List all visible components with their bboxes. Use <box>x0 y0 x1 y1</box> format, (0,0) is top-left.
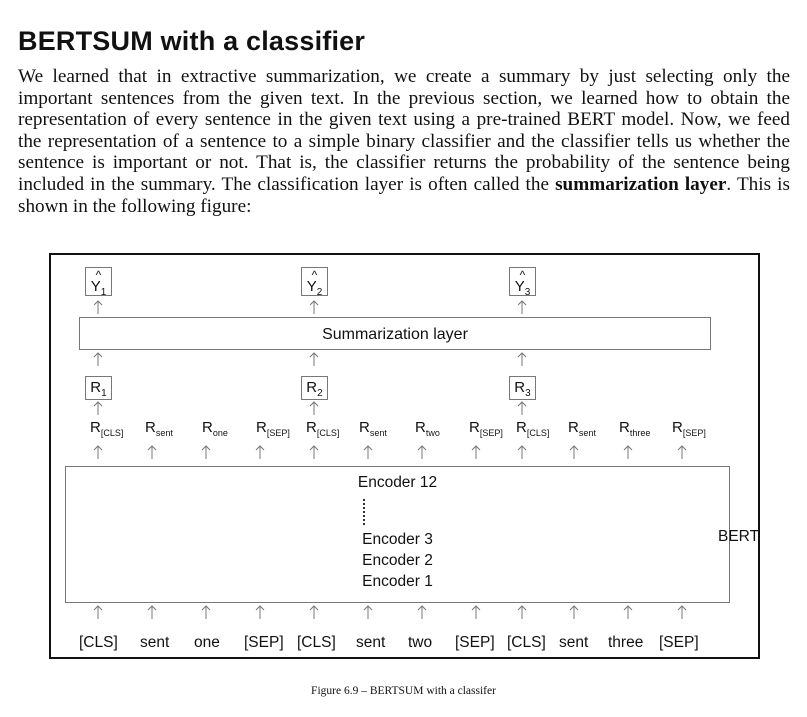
arrow-up-icon <box>147 605 157 619</box>
output-y2-box <box>301 267 328 296</box>
arrow-up-icon <box>255 445 265 459</box>
arrow-up-icon <box>93 352 103 366</box>
arrow-up-icon <box>623 445 633 459</box>
input-token: sent <box>356 634 386 651</box>
token-rep-label <box>145 419 173 438</box>
output-y1-box <box>85 267 112 296</box>
rep-subscript: [SEP] <box>479 428 503 438</box>
rep-subscript: one <box>212 428 228 438</box>
token-rep-label <box>469 419 503 438</box>
figure-caption: Figure 6.9 – BERTSUM with a classifer <box>311 685 496 697</box>
arrow-up-icon <box>417 605 427 619</box>
rep-symbol: R <box>256 419 267 436</box>
rep-subscript: 1 <box>101 388 107 399</box>
section-heading: BERTSUM with a classifier <box>18 26 366 56</box>
token-rep-label <box>516 419 549 438</box>
arrow-up-icon <box>417 445 427 459</box>
arrow-up-icon <box>201 605 211 619</box>
rep-symbol: R <box>415 419 426 436</box>
output-symbol: Y <box>514 278 525 295</box>
arrow-up-icon <box>309 401 319 415</box>
arrow-up-icon <box>93 300 103 314</box>
bert-label: BERT <box>718 528 760 545</box>
input-token: [SEP] <box>244 634 284 651</box>
token-rep-label <box>619 419 650 438</box>
rep-symbol: R <box>359 419 370 436</box>
arrow-up-icon <box>517 401 527 415</box>
encoder-label: Encoder 3 <box>362 531 433 548</box>
arrow-up-icon <box>517 352 527 366</box>
rep-subscript: [CLS] <box>316 428 340 438</box>
hat-symbol: ^ <box>519 268 526 282</box>
input-token: sent <box>559 634 589 651</box>
rep-subscript: two <box>425 428 440 438</box>
rep-subscript: [CLS] <box>100 428 124 438</box>
output-subscript: 3 <box>524 287 531 298</box>
input-token: sent <box>140 634 170 651</box>
arrow-up-icon <box>517 300 527 314</box>
arrow-up-icon <box>569 605 579 619</box>
rep-symbol: R <box>672 419 683 436</box>
arrow-up-icon <box>363 445 373 459</box>
arrow-up-icon <box>569 445 579 459</box>
ellipsis-dots <box>363 499 367 525</box>
encoder-label: Encoder 12 <box>357 474 438 491</box>
output-y3-box <box>509 267 536 296</box>
arrow-up-icon <box>677 605 687 619</box>
token-rep-label <box>359 419 387 438</box>
arrow-up-icon <box>517 445 527 459</box>
arrow-up-icon <box>147 445 157 459</box>
output-subscript: 2 <box>316 287 323 298</box>
rep-subscript: sent <box>578 428 596 438</box>
rep-symbol: R <box>469 419 480 436</box>
arrow-up-icon <box>93 445 103 459</box>
sentence-rep-r3-box <box>509 376 536 400</box>
input-token: [CLS] <box>507 634 546 651</box>
input-token: [CLS] <box>79 634 118 651</box>
arrow-up-icon <box>309 445 319 459</box>
input-token: one <box>194 634 220 651</box>
arrow-up-icon <box>677 445 687 459</box>
arrow-up-icon <box>517 605 527 619</box>
token-rep-label <box>306 419 339 438</box>
input-token: [SEP] <box>455 634 495 651</box>
sentence-rep-r1-box <box>85 376 112 400</box>
paragraph-text: We learned that in extractive summarization, we create a summary by just selecting only the important sentences from the given text. In the previous section, we learned how to obtain the representation of every sentence in the given text using a pre-trained BERT model. Now, we feed the representation of a sentence to a simple binary classifier and the classifier tells us whether the sentence is important or not. That is, the classifier returns the probability of the sentence being included in the summary. The classification layer is often called the <box>18 66 790 195</box>
arrow-up-icon <box>309 300 319 314</box>
rep-symbol: R <box>516 419 527 436</box>
rep-subscript: [SEP] <box>682 428 706 438</box>
input-token: [CLS] <box>297 634 336 651</box>
rep-symbol: R <box>145 419 156 436</box>
bert-encoder-stack <box>65 466 730 603</box>
rep-symbol: R <box>306 419 317 436</box>
hat-symbol: ^ <box>311 268 318 282</box>
encoder-label: Encoder 2 <box>362 552 433 569</box>
arrow-up-icon <box>309 605 319 619</box>
bertsum-figure <box>49 253 760 659</box>
token-rep-label <box>568 419 596 438</box>
arrow-up-icon <box>93 605 103 619</box>
output-symbol: Y <box>306 278 317 295</box>
paragraph-text-end: . This is shown in the following figure: <box>18 173 790 217</box>
paragraph-bold-term: summarization layer <box>555 173 727 195</box>
arrow-up-icon <box>309 352 319 366</box>
rep-symbol: R <box>90 379 102 396</box>
input-token: [SEP] <box>659 634 699 651</box>
rep-symbol: R <box>90 419 101 436</box>
body-paragraph <box>18 66 790 217</box>
output-subscript: 1 <box>100 287 107 298</box>
rep-subscript: [SEP] <box>266 428 290 438</box>
arrow-up-icon <box>201 445 211 459</box>
rep-subscript: sent <box>155 428 173 438</box>
input-token: three <box>608 634 644 651</box>
token-rep-label <box>672 419 706 438</box>
rep-symbol: R <box>568 419 579 436</box>
summarization-layer-box: Summarization layer <box>79 317 711 350</box>
rep-subscript: [CLS] <box>526 428 550 438</box>
token-rep-label <box>90 419 123 438</box>
rep-symbol: R <box>514 379 526 396</box>
rep-symbol: R <box>619 419 630 436</box>
rep-symbol: R <box>202 419 213 436</box>
sentence-rep-r2-box <box>301 376 328 400</box>
rep-symbol: R <box>306 379 318 396</box>
arrow-up-icon <box>623 605 633 619</box>
arrow-up-icon <box>93 401 103 415</box>
input-token: two <box>408 634 433 651</box>
rep-subscript: 3 <box>525 388 531 399</box>
token-rep-label <box>202 419 228 438</box>
arrow-up-icon <box>255 605 265 619</box>
token-rep-label <box>256 419 290 438</box>
arrow-up-icon <box>471 605 481 619</box>
arrow-up-icon <box>363 605 373 619</box>
arrow-up-icon <box>471 445 481 459</box>
rep-subscript: three <box>629 428 651 438</box>
rep-subscript: 2 <box>317 388 323 399</box>
encoder-label: Encoder 1 <box>362 573 433 590</box>
rep-subscript: sent <box>369 428 387 438</box>
output-symbol: Y <box>90 278 101 295</box>
hat-symbol: ^ <box>95 268 102 282</box>
token-rep-label <box>415 419 440 438</box>
